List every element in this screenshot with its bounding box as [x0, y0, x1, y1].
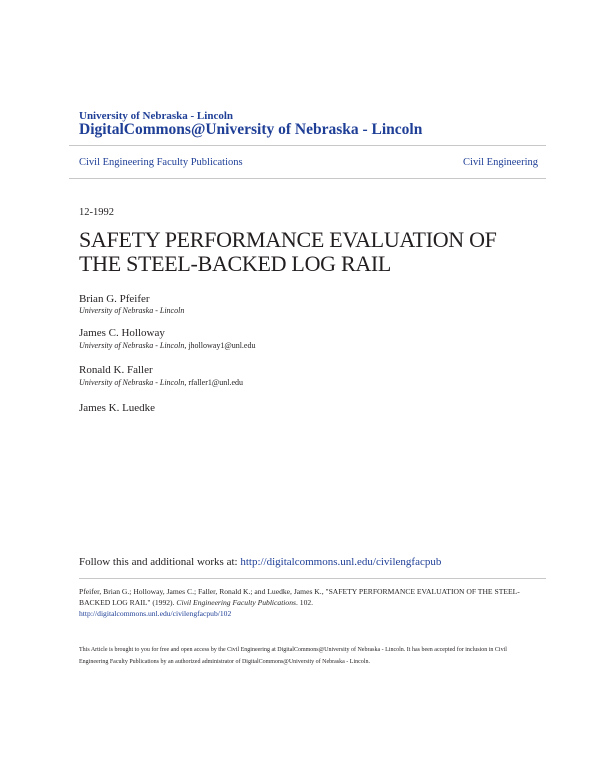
author-email: , rfaller1@unl.edu: [184, 378, 244, 387]
institution-name[interactable]: University of Nebraska - Lincoln: [79, 110, 233, 122]
follow-line: [79, 556, 441, 568]
author-affiliation: University of Nebraska - Lincoln, jholloway1@unl.edu: [79, 341, 256, 350]
author-name: James C. Holloway: [79, 327, 165, 339]
follow-text: Follow this and additional works at:: [79, 556, 241, 568]
citation-series: Civil Engineering Faculty Publications: [176, 598, 296, 607]
header-divider-bottom: [69, 178, 546, 179]
access-notice: This Article is brought to you for free and open access by the Civil Engineering at DigitalCommons@University of Nebraska - Lincoln. It has been accepted for inclusion in Civil Engineering Faculty Publications by an authorized administrator of DigitalCommons@University of Nebraska - Lincoln.: [79, 647, 507, 665]
author-email: , jholloway1@unl.edu: [184, 341, 256, 350]
department-link[interactable]: Civil Engineering: [463, 157, 538, 168]
author-name: Brian G. Pfeifer: [79, 293, 150, 305]
series-link[interactable]: Civil Engineering Faculty Publications: [79, 157, 243, 168]
citation-number: . 102.: [295, 598, 314, 607]
citation-link[interactable]: http://digitalcommons.unl.edu/civilengfacpub/102: [79, 609, 232, 618]
author-affiliation: University of Nebraska - Lincoln, rfaller1@unl.edu: [79, 378, 244, 387]
collection-link[interactable]: http://digitalcommons.unl.edu/civilengfacpub: [240, 556, 442, 568]
author-name: James K. Luedke: [79, 402, 156, 414]
citation-text: Pfeifer, Brian G.; Holloway, James C.; Faller, Ronald K.; and Luedke, James K., "SAFETY PERFORMANCE EVALUATION OF THE STEEL-BACKED LOG RAIL" (1992).: [79, 587, 520, 607]
repository-name[interactable]: DigitalCommons@University of Nebraska - Lincoln: [79, 121, 423, 138]
header-divider-top: [69, 145, 546, 146]
author-affiliation: University of Nebraska - Lincoln: [79, 306, 185, 315]
publication-date: 12-1992: [79, 207, 114, 218]
author-name: Ronald K. Faller: [79, 364, 153, 376]
citation-divider: [79, 578, 546, 579]
paper-title: SAFETY PERFORMANCE EVALUATION OF THE STEEL-BACKED LOG RAIL: [79, 227, 497, 276]
citation-block: [79, 586, 534, 619]
